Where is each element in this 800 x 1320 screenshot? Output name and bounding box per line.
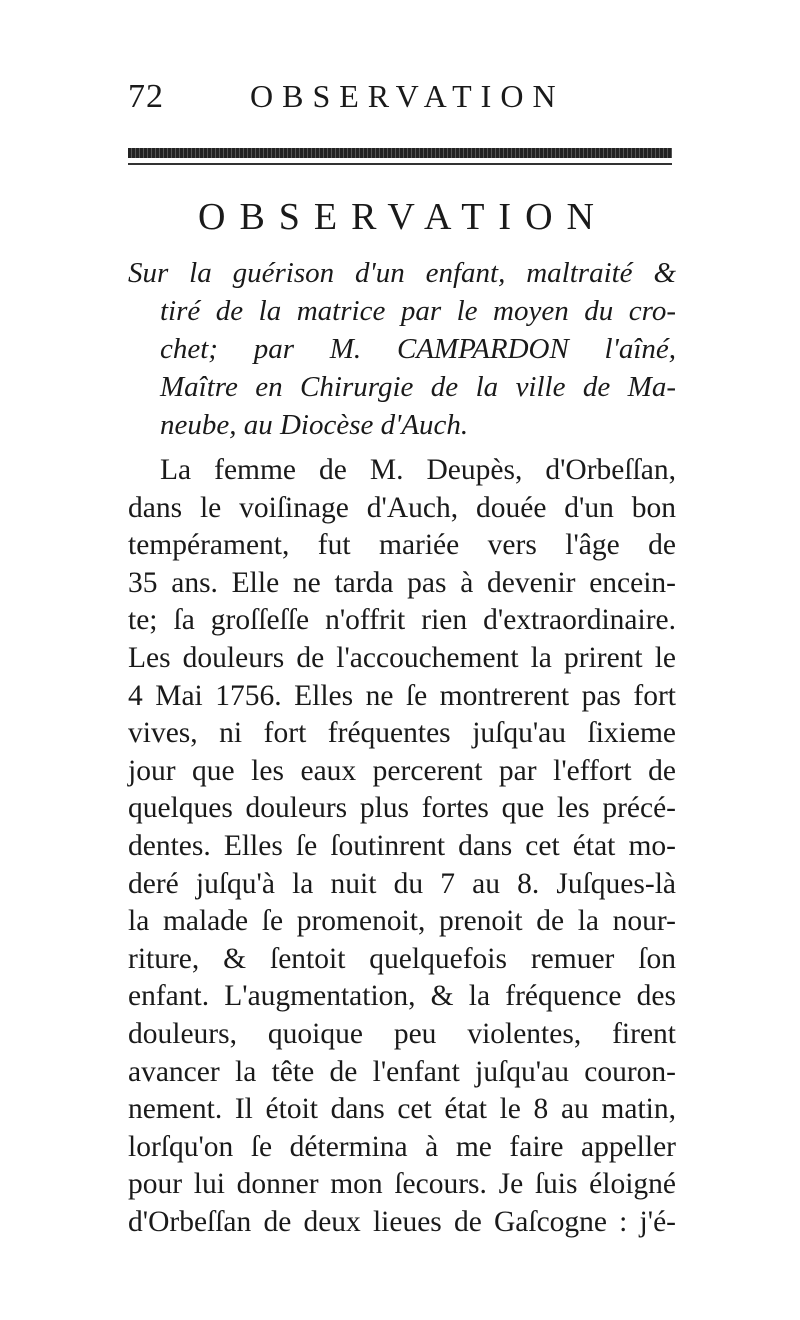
text-line: nement. Il étoit dans cet état le 8 au matin, (128, 1093, 676, 1126)
text-line: dans le voiſinage d'Auch, douée d'un bon (128, 491, 676, 524)
subtitle-line: Sur la guérison d'un enfant, maltraité & (128, 257, 676, 289)
text-line: tempérament, fut mariée vers l'âge de (128, 529, 676, 562)
text-line: la malade ſe promenoit, prenoit de la nour- (128, 905, 676, 938)
text-line: avancer la tête de l'enfant juſqu'au couron- (128, 1055, 676, 1088)
text-line: enfant. L'augmentation, & la fréquence des (128, 980, 676, 1013)
text-line: quelques douleurs plus fortes que les précé- (128, 792, 676, 825)
text-line: pour lui donner mon ſecours. Je ſuis éloigné (128, 1168, 676, 1201)
body-paragraph (128, 452, 676, 1241)
subtitle-line: chet; par M. CAMPARDON l'aîné, (160, 333, 676, 365)
text-line: d'Orbeſſan de deux lieues de Gaſcogne : j'é- (128, 1205, 676, 1238)
text-line: dentes. Elles ſe ſoutinrent dans cet état mo- (128, 829, 676, 862)
running-head (128, 72, 668, 122)
subtitle-line: tiré de la matrice par le moyen du cro- (160, 295, 676, 327)
text-line: vives, ni fort fréquentes juſqu'au ſixieme (128, 717, 676, 750)
text-line: douleurs, quoique peu violentes, firent (128, 1017, 676, 1050)
rule-underline (128, 163, 672, 165)
running-title: OBSERVATION (250, 78, 565, 114)
subtitle-line: neube, au Diocèse d'Auch. (160, 409, 469, 441)
text-line: lorſqu'on ſe détermina à me faire appeller (128, 1130, 676, 1163)
subtitle-line: Maître en Chirurgie de la ville de Ma- (160, 371, 676, 403)
text-line: deré juſqu'à la nuit du 7 au 8. Juſques-là (128, 867, 676, 900)
page-number: 72 (128, 78, 164, 115)
section-subtitle (128, 254, 676, 444)
text-line: 35 ans. Elle ne tarda pas à devenir encein- (128, 566, 676, 599)
text-line: riture, & ſentoit quelquefois remuer ſon (128, 942, 676, 975)
text-line: La femme de M. Deupès, d'Orbeſſan, (160, 454, 676, 486)
section-heading: OBSERVATION (198, 196, 608, 238)
text-line: jour que les eaux percerent par l'effort de (128, 754, 676, 787)
ornamental-rule (128, 148, 672, 158)
text-line: te; ſa groſſeſſe n'offrit rien d'extraordinaire. (128, 604, 676, 637)
text-line: Les douleurs de l'accouchement la prirent le (128, 641, 676, 674)
text-line: 4 Mai 1756. Elles ne ſe montrerent pas fort (128, 679, 676, 712)
